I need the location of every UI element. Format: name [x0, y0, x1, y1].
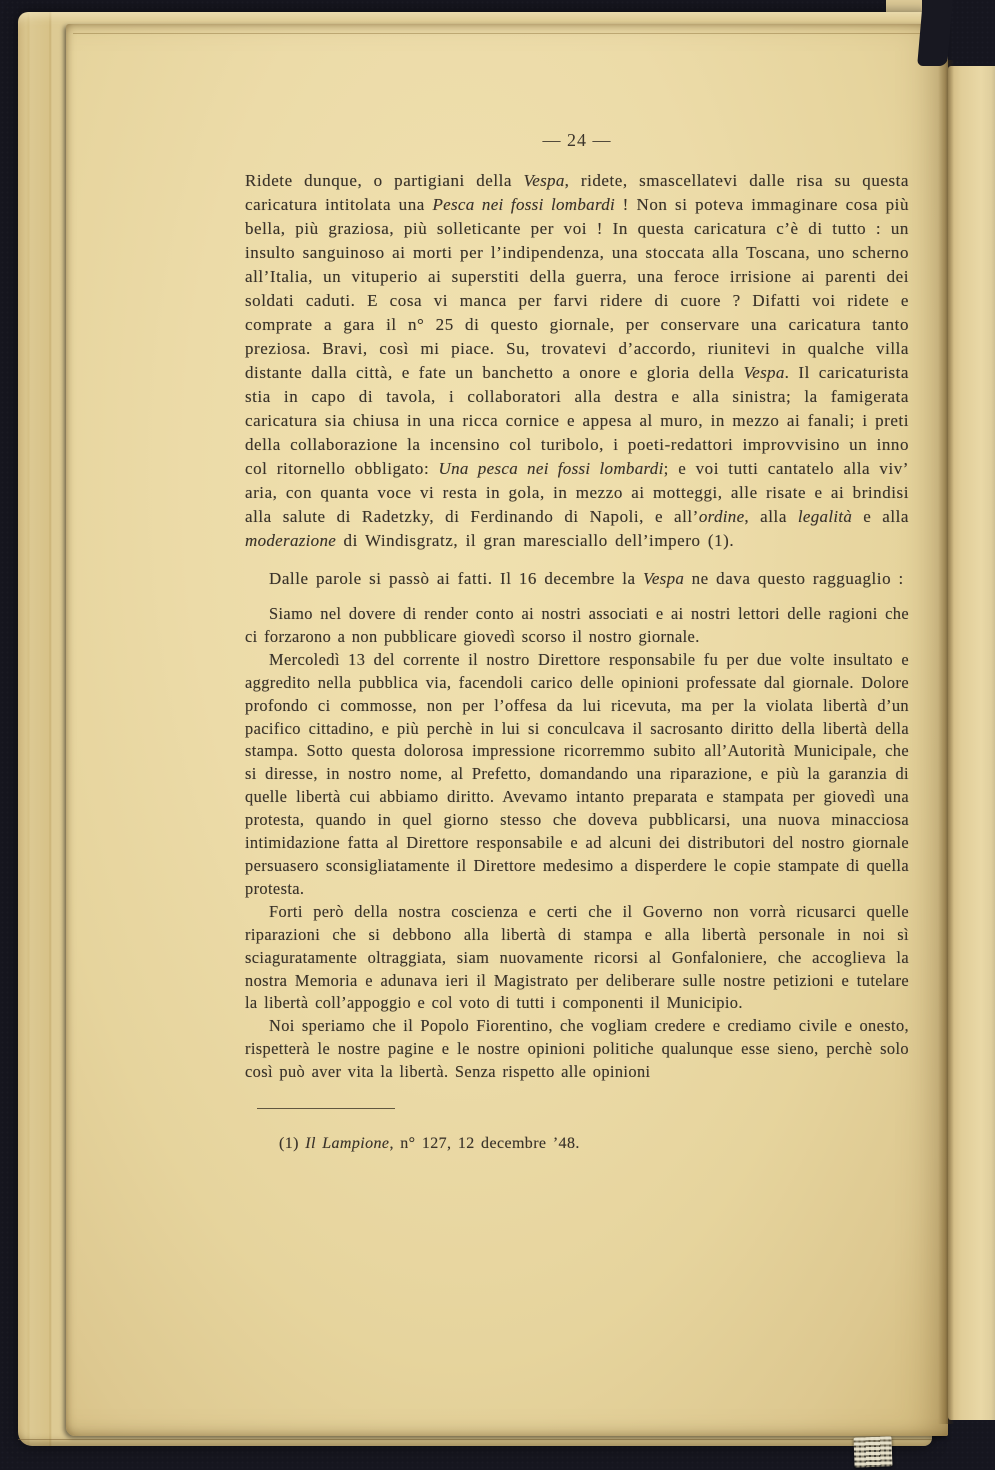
footnote-divider [257, 1108, 395, 1109]
footnote [245, 1133, 909, 1155]
text-run: ! Non si poteva immaginare cosa più bella, più graziosa, più solleticante per voi ! In questa caricatura c’è di tutto : un insulto sanguinoso ai morti per l’indipendenza, una stoccata alla Toscana, uno scherno all’Italia, un vituperio ai superstiti della guerra, una feroce irrisione ai parenti dei soldati caduti. E cosa vi manca per farvi ridere di cuore ? Difatti voi ridete e comprate a gara il n° 25 di questo giornale, per conservare una caricatura tanto preziosa. Bravi, così mi piace. Su, trovatevi d’accordo, riunitevi in qualche villa distante dalla città, e fate un banchetto a onore e gloria della [245, 195, 909, 382]
text-run: Dalle parole si passò ai fatti. Il 16 decembre la [269, 569, 644, 588]
text-run: Forti però della nostra coscienza e certi che il Governo non vorrà ricusarci quelle riparazioni che si debbono alla libertà di stampa e alla libertà personale in noi sì sciaguratamente oltraggiata, siam nuovamente ricorsi al Gonfaloniere, che accoglieva la nostra Memoria e adunava ieri il Magistrato per deliberare sulle nostre petizioni e tutelare la libertà coll’appoggio e col voto di tutti i componenti il Municipio. [245, 901, 909, 1013]
text-run: Noi speriamo che il Popolo Fiorentino, che vogliam credere e crediamo civile e onesto, rispetterà le nostre pagine e le nostre opinioni politiche qualunque esse sieno, perchè solo così può aver vita la libertà. Senza rispetto alle opinioni [245, 1016, 909, 1082]
italic-run: Una pesca nei fossi lombardi [438, 459, 664, 478]
italic-run: Vespa [643, 569, 685, 588]
text-run: e alla [852, 507, 909, 526]
italic-run: Il Lampione [305, 1135, 390, 1153]
binding-cloth [853, 1436, 892, 1467]
footnote-block [245, 1108, 909, 1155]
quote-paragraph-mercoledi [245, 649, 909, 901]
text-run: di Windisgratz, il gran maresciallo dell’impero (1). [336, 531, 735, 550]
quote-paragraph-forti [245, 901, 909, 1016]
italic-run: legalità [797, 507, 853, 526]
text-run: . Il caricaturista stia in capo di tavola, i collaboratori alla destra e alla sinistra; la famigerata caricatura sia chiusa in una ricca cornice e appesa al muro, in mezzo ai fanali; i preti della collaborazione la incensino col turibolo, i poeti-redattori improvvisino un inno col ritornello obbligato: [245, 363, 909, 478]
page-number: — 24 — [542, 130, 612, 150]
italic-run: Vespa [743, 363, 785, 382]
quote-paragraph-siamo [245, 603, 909, 649]
gutter-shadow [917, 0, 953, 66]
text-run: ; e voi tutti cantatelo alla viv’ aria, con quanta voce vi resta in gola, in mezzo ai motteggi, alle risate e ai brindisi alla salute di Radetzky, di Ferdinando di Napoli, e all’ [245, 459, 909, 526]
italic-run: Pesca nei fossi lombardi [432, 195, 616, 214]
page-text-block [245, 128, 909, 1155]
paragraph-ridete [245, 169, 909, 553]
paragraph-dalle-parole [245, 567, 909, 591]
page-paragraphs [245, 169, 909, 1084]
quote-paragraph-noi-speriamo [245, 1015, 909, 1084]
gutter-crease [938, 60, 954, 1424]
text-run: , alla [744, 507, 798, 526]
text-run: , ridete, smascellatevi dalle risa su questa caricatura intitolata una [245, 171, 909, 214]
text-run: Ridete dunque, o partigiani della [245, 171, 524, 190]
italic-run: moderazione [245, 531, 337, 550]
text-run: , n° 127, 12 decembre ’48. [389, 1135, 580, 1153]
text-run: Siamo nel dovere di render conto ai nostri associati e ai nostri lettori delle ragioni che ci forzarono a non pubblicare giovedì scorso il nostro giornale. [245, 604, 909, 646]
italic-run: ordine [698, 507, 745, 526]
text-run: (1) [279, 1135, 306, 1153]
text-run: Mercoledì 13 del corrente il nostro Direttore responsabile fu per due volte insultato e aggredito nella pubblica via, facendoli carico delle opinioni professate dal giornale. Dolore profondo ci commosse, non per l’offesa da lui ricevuta, ma per la violata libertà d’un pacifico cittadino, e più perchè in lui si conculcava il sacrosanto diritto della libertà della stampa. Sotto questa dolorosa impressione ricorremmo subito all’Autorità Municipale, che si diresse, in nostro nome, al Prefetto, domandando una riparazione, e più la garanzia di quelle libertà cui abbiamo diritto. Avevamo intanto preparata e stampata per giovedì una protesta, quando in quel giorno stesso che doveva pubblicarsi, una nuova minacciosa intimidazione fatta al Direttore responsabile e ad alcuni dei distributori del nostro giornale persuasero sconsigliatamente il Direttore medesimo a disperdere le copie stampate di quella protesta. [245, 649, 909, 898]
text-run: ne dava questo ragguaglio : [684, 569, 904, 588]
italic-run: Vespa [523, 171, 565, 190]
facing-page-edge [948, 66, 995, 1420]
